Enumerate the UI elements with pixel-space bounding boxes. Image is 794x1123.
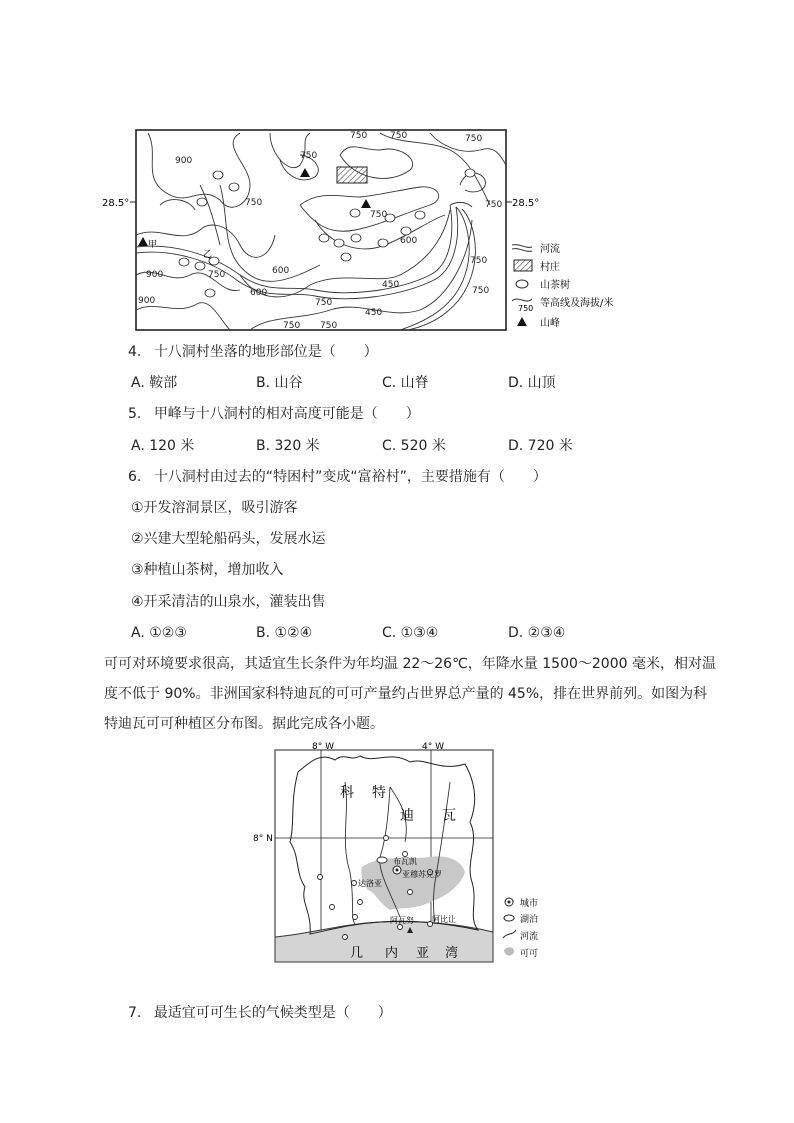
legend-cocoa: 可可 (520, 949, 539, 959)
statement-item: ③种植山茶树，增加收入 (131, 562, 284, 578)
gulf-char: 亚 (416, 946, 430, 961)
topographic-map (100, 125, 690, 335)
tea-tree-icon (179, 258, 189, 266)
contour-label: 600 (272, 266, 290, 276)
statement-item: ④开采清洁的山泉水，灌装出售 (131, 594, 326, 610)
point-label-jia: 甲 (148, 240, 158, 250)
contour-label: 450 (382, 280, 400, 290)
city-label: 阿瓦努 (390, 916, 414, 925)
peak-icon (300, 168, 310, 177)
question-7 (128, 1004, 392, 1022)
legend-contour: 等高线及海拔/米 (540, 298, 614, 309)
question-number: 6. (128, 469, 142, 485)
contour-label: 750 (485, 200, 503, 210)
contour-label: 750 (472, 286, 490, 296)
question-4 (128, 343, 378, 361)
passage-line: 特迪瓦可可种植区分布图。据此完成各小题。 (104, 716, 384, 732)
legend-peak: 山峰 (540, 318, 560, 329)
option-d[interactable]: D. 720 米 (508, 438, 573, 454)
town-dot (343, 935, 348, 940)
contour-label: 750 (390, 131, 408, 141)
tea-tree-icon (334, 239, 344, 247)
contour-label: 750 (470, 256, 488, 266)
option-b[interactable]: B. ①②④ (256, 625, 313, 641)
tea-tree-icon (401, 227, 411, 235)
map1-legend (512, 242, 613, 329)
contour-label: 750 (465, 134, 483, 144)
question-number: 5. (128, 406, 142, 422)
question-number: 7. (128, 1005, 142, 1021)
cote-divoire-map (250, 742, 560, 967)
lake (377, 857, 387, 863)
tea-tree-icon (197, 198, 207, 206)
lon-label: 4° W (422, 742, 444, 752)
town-dot (403, 852, 408, 857)
legend-tea-tree: 山茶树 (540, 280, 570, 291)
statement-item: ②兴建大型轮船码头，发展水运 (131, 531, 326, 547)
country-char: 科 (340, 785, 354, 801)
tea-tree-icon (351, 234, 361, 242)
contour-label: 750 (370, 210, 388, 220)
question-5 (128, 405, 420, 423)
contour-line (148, 133, 250, 207)
lon-label: 8° W (312, 742, 334, 752)
lat-label: 8° N (253, 834, 273, 844)
contour-label: 900 (138, 296, 156, 306)
city-label: 阿比让 (432, 915, 456, 924)
question-6 (128, 468, 547, 486)
legend-river: 河流 (540, 244, 560, 255)
town-dot (408, 890, 413, 895)
svg-text:750: 750 (518, 304, 534, 313)
contour-label: 750 (315, 298, 333, 308)
tea-tree-icon (350, 209, 360, 217)
peak-icon (138, 237, 148, 246)
tea-tree-icon (195, 262, 205, 270)
gulf-char: 湾 (445, 946, 459, 961)
river (136, 207, 458, 299)
river (136, 205, 452, 293)
passage-line: 可可对环境要求很高，其适宜生长条件为年均温 22～26℃，年降水量 1500～2000 毫米，相对温 (104, 656, 716, 672)
question-stem: 最适宜可可生长的气候类型是（ ） (153, 1005, 392, 1021)
passage (104, 649, 716, 739)
statement-item: ①开发溶洞景区，吸引游客 (131, 500, 298, 516)
tea-tree-icon (205, 289, 215, 297)
contour-label: 750 (300, 151, 318, 161)
question-number: 4. (128, 344, 142, 360)
question-stem: 十八洞村坐落的地形部位是（ ） (153, 344, 378, 360)
contour-label: 600 (250, 288, 268, 298)
option-a[interactable]: A. 120 米 (131, 438, 195, 454)
town-dot (358, 900, 363, 905)
contour-label: 450 (365, 308, 383, 318)
river (450, 202, 472, 207)
town-dot (384, 836, 389, 841)
contour-line (160, 200, 195, 210)
tea-tree-icon (415, 211, 425, 219)
option-a[interactable]: A. 鞍部 (131, 375, 178, 391)
contour-label: 900 (175, 156, 193, 166)
option-c[interactable]: C. ①③④ (382, 625, 439, 641)
contour-label: 750 (245, 198, 263, 208)
tea-tree-icon (378, 239, 388, 247)
town-dot (330, 905, 335, 910)
contour-label: 750 (283, 321, 301, 331)
map2-legend (503, 897, 538, 959)
option-c[interactable]: C. 山脊 (382, 375, 429, 391)
legend-village: 村庄 (540, 262, 560, 273)
town-dot (318, 875, 323, 880)
tea-tree-icon (465, 169, 475, 177)
option-b[interactable]: B. 320 米 (256, 438, 320, 454)
contour-label: 750 (350, 131, 368, 141)
contour-line (220, 185, 320, 281)
option-d[interactable]: D. 山顶 (508, 375, 556, 391)
city-label: 达洛亚 (358, 879, 382, 888)
contour-label: 750 (320, 321, 338, 331)
lat-label-right: 28.5° (512, 198, 540, 209)
contour-label: 750 (208, 270, 226, 280)
country-char: 特 (372, 785, 386, 801)
gulf-char: 内 (385, 946, 399, 961)
question-stem: 甲峰与十八洞村的相对高度可能是（ ） (153, 406, 420, 422)
peak-icon (361, 199, 371, 208)
legend-city: 城市 (520, 899, 539, 909)
city-label: 布瓦凯 (393, 857, 417, 866)
river (408, 209, 475, 330)
legend-lake: 湖泊 (520, 915, 539, 925)
tea-tree-icon (229, 183, 239, 191)
tea-tree-icon (319, 234, 329, 242)
town-dot (353, 915, 358, 920)
country-char: 迪 (400, 808, 414, 824)
city-label: 亚穆苏克罗 (402, 870, 442, 879)
country-char: 瓦 (442, 808, 456, 824)
town-dot (352, 881, 357, 886)
passage-line: 度不低于 90%。非洲国家科特迪瓦的可可产量约占世界总产量的 45%，排在世界前列。如图为科 (104, 686, 708, 702)
tea-tree-icon (213, 171, 223, 179)
option-d[interactable]: D. ②③④ (508, 625, 566, 641)
tea-tree-icon (341, 253, 351, 261)
contour-line (136, 303, 230, 330)
point-label-yi: 乙 (203, 250, 213, 260)
town-dot (398, 925, 403, 930)
option-a[interactable]: A. ①②③ (131, 625, 187, 641)
contour-label: 600 (400, 236, 418, 246)
gulf-char: 几 (350, 946, 364, 961)
village-marker (337, 167, 367, 183)
option-b[interactable]: B. 山谷 (256, 375, 303, 391)
lat-label-left: 28.5° (102, 198, 130, 209)
option-c[interactable]: C. 520 米 (382, 438, 446, 454)
question-stem: 十八洞村由过去的“特困村”变成“富裕村”，主要措施有（ ） (153, 469, 547, 485)
legend-river: 河流 (520, 932, 539, 942)
contour-label: 900 (146, 270, 164, 280)
